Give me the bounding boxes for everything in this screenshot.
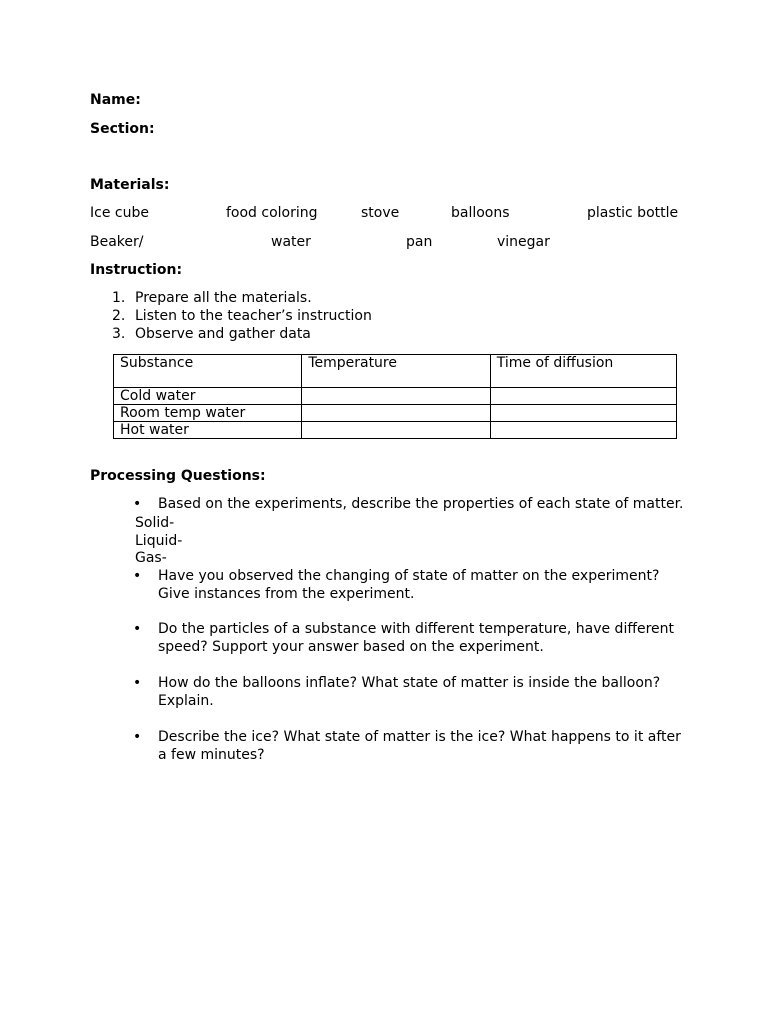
step-number: 2.	[112, 308, 126, 324]
step-text: Prepare all the materials.	[135, 290, 312, 306]
table-cell	[302, 388, 490, 405]
bullet-icon: •	[133, 729, 142, 745]
table-cell: Hot water	[114, 422, 302, 439]
table-cell	[490, 388, 676, 405]
material-item: Ice cube	[90, 205, 149, 221]
materials-heading: Materials:	[90, 177, 170, 193]
state-label: Liquid-	[135, 533, 183, 549]
instruction-step	[112, 307, 372, 325]
material-item: stove	[361, 205, 400, 221]
step-number: 1.	[112, 290, 126, 306]
table-header-cell: Temperature	[302, 355, 490, 388]
material-item: vinegar	[497, 234, 550, 250]
material-item: balloons	[451, 205, 510, 221]
step-text: Listen to the teacher’s instruction	[135, 308, 372, 324]
step-text: Observe and gather data	[135, 326, 311, 342]
bullet-icon: •	[133, 621, 142, 637]
instruction-step	[112, 289, 312, 307]
table-header-cell: Time of diffusion	[490, 355, 676, 388]
material-item: food coloring	[226, 205, 318, 221]
bullet-icon: •	[133, 675, 142, 691]
bullet-icon: •	[133, 496, 142, 512]
material-item: plastic bottle	[587, 205, 679, 221]
section-label: Section:	[90, 121, 155, 137]
table-cell	[302, 405, 490, 422]
material-item: water	[271, 234, 311, 250]
table-row	[114, 405, 677, 422]
table-cell: Cold water	[114, 388, 302, 405]
diffusion-data-table	[113, 354, 677, 439]
table-row	[114, 388, 677, 405]
table-header-cell: Substance	[114, 355, 302, 388]
table-cell	[490, 422, 676, 439]
state-label: Solid-	[135, 515, 175, 531]
table-cell: Room temp water	[114, 405, 302, 422]
processing-heading: Processing Questions:	[90, 468, 266, 484]
material-item: pan	[406, 234, 433, 250]
instruction-heading: Instruction:	[90, 262, 183, 278]
table-row	[114, 422, 677, 439]
material-item: Beaker/	[90, 234, 144, 250]
question-text: Have you observed the changing of state of matter on the experiment? Give instances from the experiment.	[158, 568, 660, 602]
table-cell	[490, 405, 676, 422]
question-text: Based on the experiments, describe the properties of each state of matter.	[158, 496, 684, 512]
question-text: How do the balloons inflate? What state of matter is inside the balloon? Explain.	[158, 675, 661, 709]
instruction-step	[112, 325, 311, 343]
table-cell	[302, 422, 490, 439]
bullet-icon: •	[133, 568, 142, 584]
step-number: 3.	[112, 326, 126, 342]
name-label: Name:	[90, 92, 141, 108]
state-label: Gas-	[135, 550, 167, 566]
question-text: Do the particles of a substance with different temperature, have different speed? Support your answer based on the experiment.	[158, 621, 675, 655]
question-text: Describe the ice? What state of matter is the ice? What happens to it after a few minutes?	[158, 729, 681, 763]
table-header-row	[114, 355, 677, 388]
